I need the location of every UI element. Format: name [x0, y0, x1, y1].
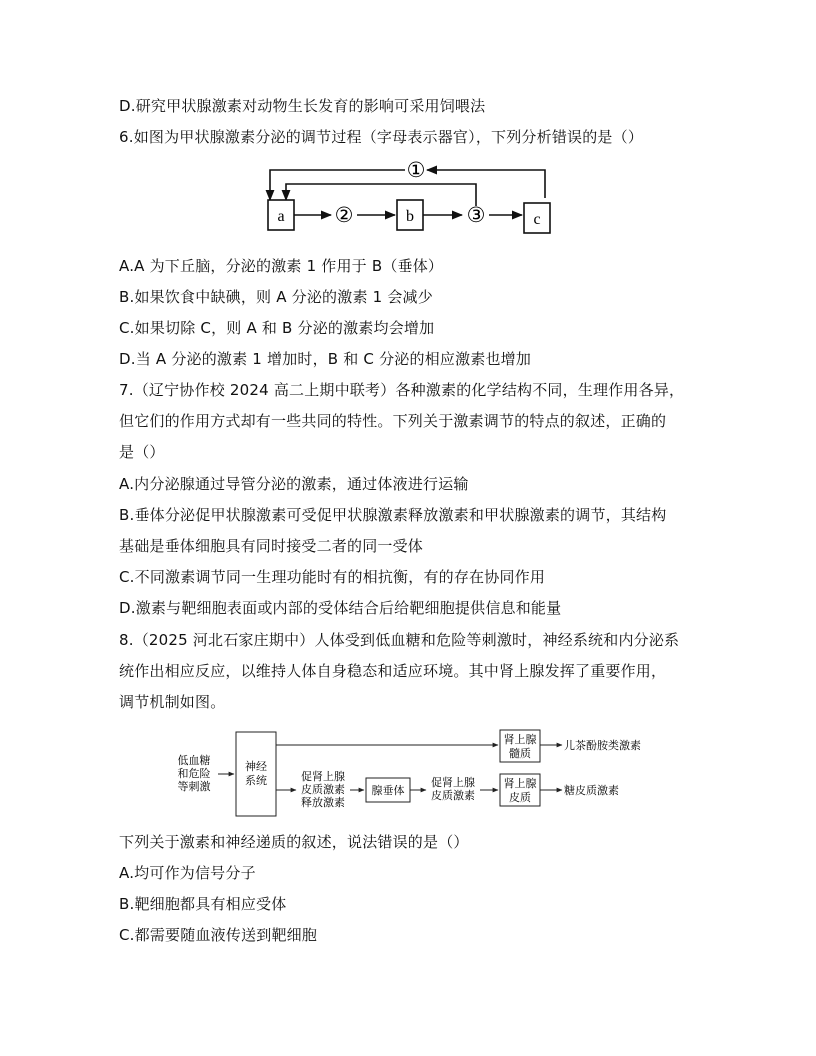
label-a: a: [277, 208, 285, 225]
nervous-system-box: [236, 732, 276, 816]
q8-option-b: B.靶细胞都具有相应受体: [119, 895, 287, 913]
q7-stem-line-2: 但它们的作用方式却有一些共同的特性。下列关于激素调节的特点的叙述，正确的: [119, 412, 667, 430]
q6-option-a: A.A 为下丘脑，分泌的激素 1 作用于 B（垂体）: [119, 257, 444, 275]
acth-line-1: 促肾上腺: [431, 777, 475, 789]
q8-option-a: A.均可作为信号分子: [119, 864, 256, 882]
nervous-line-2: 系统: [245, 775, 267, 787]
acth-line-2: 皮质激素: [431, 790, 475, 802]
q6-option-c: C.如果切除 C，则 A 和 B 分泌的激素均会增加: [119, 319, 435, 337]
cortex-line-2: 皮质: [509, 792, 531, 804]
feedback-arrow-h3-to-a: [286, 184, 476, 206]
label-c: c: [533, 211, 541, 228]
q6-option-b: B.如果饮食中缺碘，则 A 分泌的激素 1 会减少: [119, 288, 433, 306]
medulla-line-2: 髓质: [509, 748, 531, 760]
crh-line-1: 促肾上腺: [301, 771, 345, 783]
q6-diagram: [260, 156, 560, 236]
q6-stem: 6.如图为甲状腺激素分泌的调节过程（字母表示器官），下列分析错误的是（）: [119, 128, 644, 146]
feedback-arrow-h1-to-a: [270, 170, 405, 200]
stimulus-line-2: 和危险: [177, 768, 211, 780]
nervous-line-1: 神经: [245, 761, 267, 773]
q6-option-d: D.当 A 分泌的激素 1 增加时，B 和 C 分泌的相应激素也增加: [119, 350, 532, 368]
crh-line-3: 释放激素: [301, 797, 345, 809]
q7-stem-line-3: 是（）: [119, 443, 165, 461]
label-b: b: [406, 208, 414, 225]
cortex-line-1: 肾上腺: [503, 778, 537, 790]
q8-stem-line-1: 8.（2025 河北石家庄期中）人体受到低血糖和危险等刺激时，神经系统和内分泌系: [119, 631, 680, 649]
stimulus-line-1: 低血糖: [177, 755, 211, 767]
q8-question: 下列关于激素和神经递质的叙述，说法错误的是（）: [119, 833, 469, 851]
hormone-2-label: ②: [334, 203, 354, 227]
catecholamine-label: 儿茶酚胺类激素: [564, 740, 641, 752]
pituitary-label: 腺垂体: [371, 785, 405, 797]
q8-option-c: C.都需要随血液传送到靶细胞: [119, 926, 318, 944]
hormone-3-label: ③: [466, 203, 486, 227]
q7-option-d: D.激素与靶细胞表面或内部的受体结合后给靶细胞提供信息和能量: [119, 599, 562, 617]
q8-stem-line-3: 调节机制如图。: [119, 693, 226, 711]
medulla-line-1: 肾上腺: [503, 734, 537, 746]
q7-stem-line-1: 7.（辽宁协作校 2024 高二上期中联考）各种激素的化学结构不同，生理作用各异，: [119, 381, 685, 399]
glucocorticoid-label: 糖皮质激素: [564, 785, 619, 797]
hormone-1-label: ①: [406, 158, 426, 182]
q7-option-b: B.垂体分泌促甲状腺激素可受促甲状腺激素释放激素和甲状腺激素的调节，其结构: [119, 506, 667, 524]
q7-option-b-cont: 基础是垂体细胞具有同时接受二者的同一受体: [119, 537, 424, 555]
q8-stem-line-2: 统作出相应反应，以维持人体自身稳态和适应环境。其中肾上腺发挥了重要作用，: [119, 662, 667, 680]
stimulus-line-3: 等刺激: [177, 781, 211, 793]
q8-diagram: [170, 722, 660, 826]
q5-option-d: D.研究甲状腺激素对动物生长发育的影响可采用饲喂法: [119, 97, 486, 115]
crh-line-2: 皮质激素: [301, 784, 345, 796]
q7-option-a: A.内分泌腺通过导管分泌的激素，通过体液进行运输: [119, 475, 469, 493]
q7-option-c: C.不同激素调节同一生理功能时有的相抗衡，有的存在协同作用: [119, 568, 546, 586]
